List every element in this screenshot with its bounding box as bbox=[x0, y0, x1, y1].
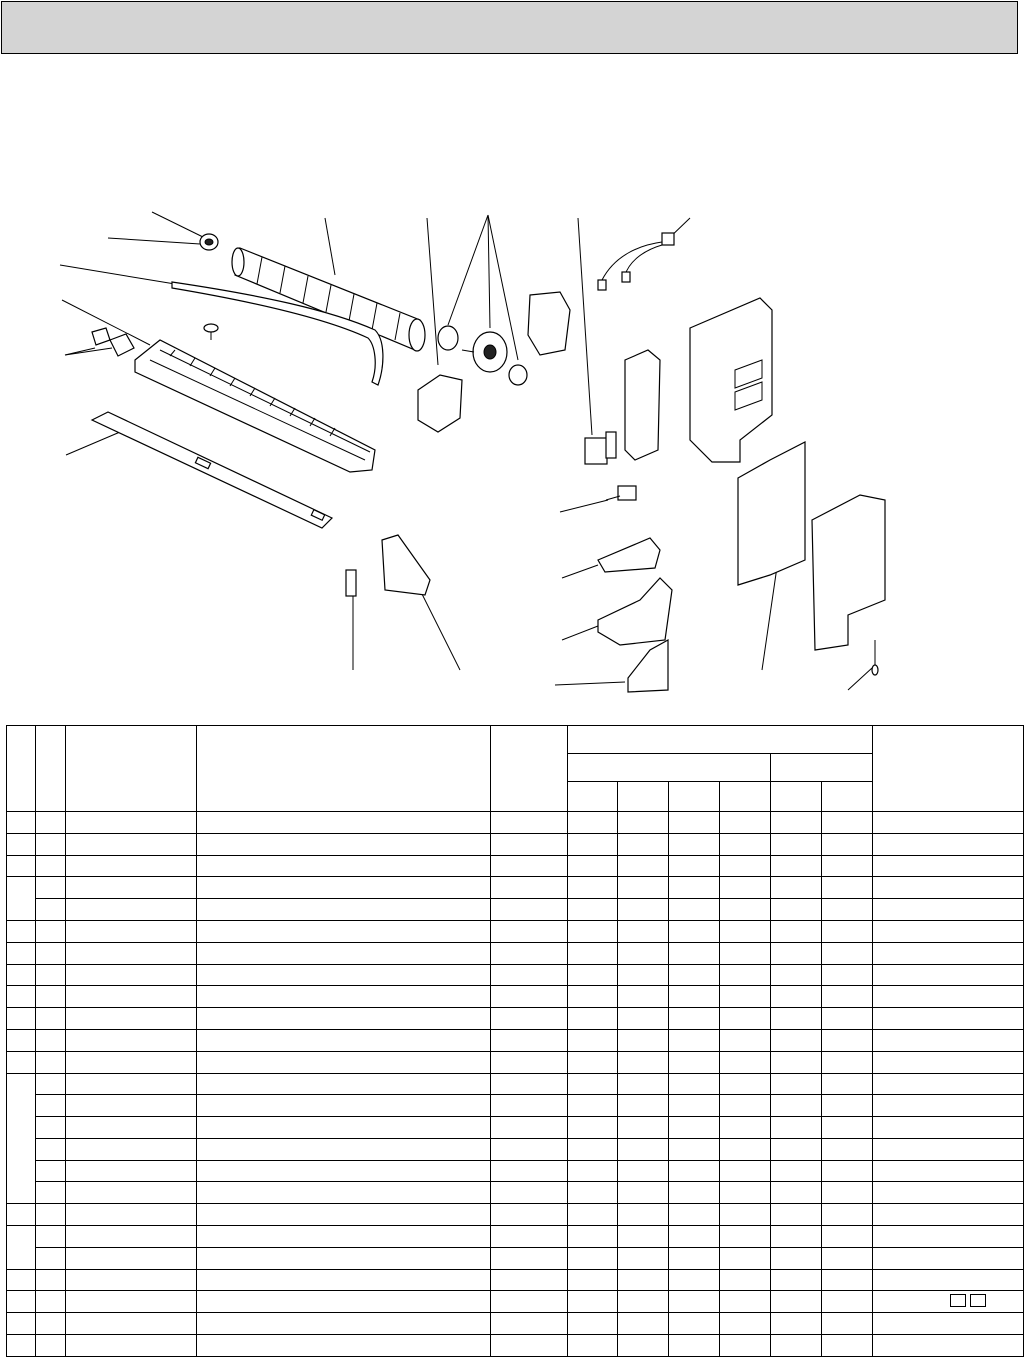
fan-motor-part bbox=[438, 326, 527, 385]
table-row bbox=[7, 899, 1024, 921]
remark-box bbox=[950, 1294, 966, 1307]
table-header-row-1 bbox=[7, 726, 1024, 754]
table-row bbox=[7, 1051, 1024, 1073]
screw-part bbox=[204, 324, 218, 340]
table-row bbox=[7, 1225, 1024, 1247]
remark-box bbox=[970, 1294, 986, 1307]
table-row bbox=[7, 812, 1024, 834]
table-row bbox=[7, 1117, 1024, 1139]
bearing-cap-part bbox=[200, 234, 218, 250]
vane-motor-bracket-part bbox=[528, 292, 570, 355]
table-row bbox=[7, 921, 1024, 943]
terminal-block-part bbox=[585, 432, 616, 464]
control-pcb-part bbox=[738, 442, 805, 585]
table-row bbox=[7, 1182, 1024, 1204]
pcb-cover-part bbox=[812, 495, 885, 650]
table-row bbox=[7, 1269, 1024, 1291]
table-row bbox=[7, 833, 1024, 855]
lower-holder-parts bbox=[598, 538, 672, 692]
table-row bbox=[7, 1095, 1024, 1117]
parts-list-table bbox=[6, 725, 1024, 1357]
vane-motor-parts bbox=[92, 328, 134, 356]
title-bar bbox=[1, 1, 1018, 54]
connector-part bbox=[606, 486, 636, 500]
terminal-cover-part bbox=[625, 350, 660, 460]
table-row bbox=[7, 1247, 1024, 1269]
thermistor-part bbox=[346, 570, 356, 596]
lead-wire-part bbox=[598, 233, 674, 290]
table-row bbox=[7, 877, 1024, 899]
table-row bbox=[7, 1073, 1024, 1095]
table-row bbox=[7, 1291, 1024, 1313]
motor-bracket-part bbox=[418, 375, 462, 432]
bracket-part bbox=[382, 535, 430, 595]
table-row bbox=[7, 1029, 1024, 1051]
table-row bbox=[7, 1160, 1024, 1182]
exploded-parts-diagram bbox=[0, 200, 1025, 700]
table-row bbox=[7, 1138, 1024, 1160]
table-row bbox=[7, 964, 1024, 986]
table-row bbox=[7, 1313, 1024, 1335]
table-row bbox=[7, 1334, 1024, 1356]
room-sensor-part bbox=[872, 640, 878, 675]
table-row bbox=[7, 1204, 1024, 1226]
table-row bbox=[7, 986, 1024, 1008]
table-row bbox=[7, 942, 1024, 964]
table-row bbox=[7, 1008, 1024, 1030]
electrical-box-part bbox=[690, 298, 772, 462]
table-row bbox=[7, 855, 1024, 877]
